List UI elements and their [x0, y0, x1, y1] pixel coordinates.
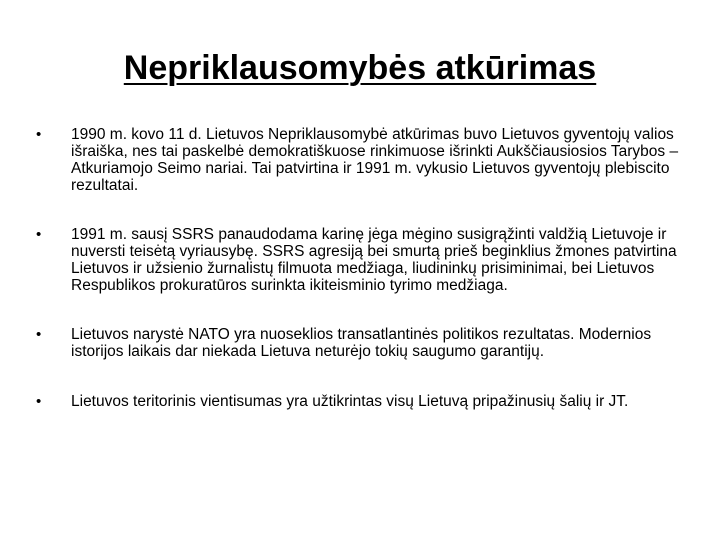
- bullet-item-1: [36, 126, 686, 194]
- bullet-icon: •: [36, 126, 42, 143]
- bullet-item-4: [36, 393, 686, 410]
- bullet-item-2: [36, 226, 686, 294]
- bullet-icon: •: [36, 226, 42, 243]
- bullet-text-2: 1991 m. sausį SSRS panaudodama karinę jėga mėgino susigrąžinti valdžią Lietuvoje ir nuversti teisėtą vyriausybę. SSRS agresiją bei smurtą prieš beginklius žmones patvirtina Lietuvos ir užsienio žurnalistų filmuota medžiaga, liudininkų prisiminimai, bei Lietuvos Respublikos prokuratūros surinkta ikiteisminio tyrimo medžiaga.: [71, 226, 677, 294]
- bullet-text-4: Lietuvos teritorinis vientisumas yra užtikrintas visų Lietuvą pripažinusių šalių ir JT.: [71, 393, 629, 410]
- bullet-icon: •: [36, 393, 42, 410]
- bullet-text-3: Lietuvos narystė NATO yra nuoseklios transatlantinės politikos rezultatas. Modernios istorijos laikais dar niekada Lietuva neturėjo tokių saugumo garantijų.: [71, 326, 652, 360]
- bullet-item-3: [36, 326, 686, 360]
- bullet-text-1: 1990 m. kovo 11 d. Lietuvos Nepriklausomybė atkūrimas buvo Lietuvos gyventojų valios išraiška, nes tai paskelbė demokratiškuose rinkimuose išrinkti Aukščiausiosios Tarybos – Atkuriamojo Seimo nariai. Tai patvirtina ir 1991 m. vykusio Lietuvos gyventojų plebiscito rezultatai.: [71, 126, 679, 194]
- slide-title: Nepriklausomybės atkūrimas: [123, 49, 597, 87]
- bullet-list: [36, 126, 686, 410]
- bullet-icon: •: [36, 326, 42, 343]
